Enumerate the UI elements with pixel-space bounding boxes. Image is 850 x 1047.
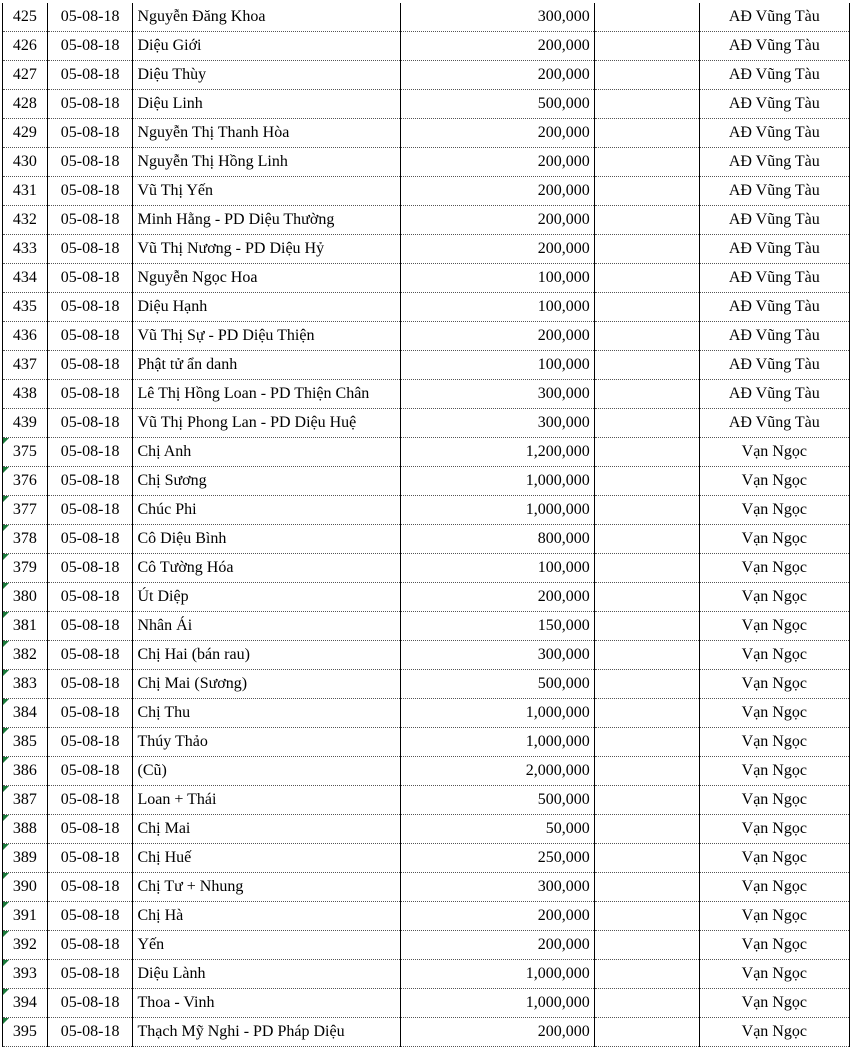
row-number-cell[interactable]: 438 — [3, 380, 48, 409]
date-cell[interactable]: 05-08-18 — [47, 351, 133, 380]
amount-cell[interactable]: 200,000 — [401, 61, 595, 90]
amount-cell[interactable]: 200,000 — [401, 931, 595, 960]
row-number-cell[interactable]: 388 — [3, 815, 48, 844]
amount-cell[interactable]: 300,000 — [401, 409, 595, 438]
table-row — [3, 351, 850, 380]
location-cell[interactable]: Vạn Ngọc — [699, 438, 849, 467]
empty-cell[interactable] — [594, 1018, 699, 1047]
donation-table — [2, 3, 850, 1047]
table-row — [3, 960, 850, 989]
location-cell[interactable]: Vạn Ngọc — [699, 467, 849, 496]
row-number-cell[interactable]: 391 — [3, 902, 48, 931]
table-row — [3, 496, 850, 525]
table-row — [3, 293, 850, 322]
donor-name-cell[interactable]: Thạch Mỹ Nghi - PD Pháp Diệu — [133, 1018, 401, 1047]
table-row — [3, 931, 850, 960]
row-number-cell[interactable]: 427 — [3, 61, 48, 90]
donor-name-cell[interactable]: Lê Thị Hồng Loan - PD Thiện Chân — [133, 380, 401, 409]
donor-name-cell[interactable]: Diệu Thùy — [133, 61, 401, 90]
location-cell[interactable]: AĐ Vũng Tàu — [699, 380, 849, 409]
table-row — [3, 728, 850, 757]
date-cell[interactable]: 05-08-18 — [47, 960, 133, 989]
empty-cell[interactable] — [594, 699, 699, 728]
amount-cell[interactable]: 200,000 — [401, 32, 595, 61]
date-cell[interactable]: 05-08-18 — [47, 322, 133, 351]
location-cell[interactable]: Vạn Ngọc — [699, 641, 849, 670]
location-cell[interactable]: AĐ Vũng Tàu — [699, 61, 849, 90]
amount-cell[interactable]: 200,000 — [401, 235, 595, 264]
location-cell[interactable]: Vạn Ngọc — [699, 554, 849, 583]
error-indicator-icon — [3, 438, 9, 444]
donation-table-body — [3, 3, 850, 1047]
date-cell[interactable]: 05-08-18 — [47, 728, 133, 757]
amount-cell[interactable]: 200,000 — [401, 902, 595, 931]
row-number-cell[interactable]: 437 — [3, 351, 48, 380]
empty-cell[interactable] — [594, 467, 699, 496]
table-row — [3, 438, 850, 467]
date-cell[interactable]: 05-08-18 — [47, 90, 133, 119]
error-indicator-icon — [3, 757, 9, 763]
amount-cell[interactable]: 1,000,000 — [401, 496, 595, 525]
row-number-cell[interactable]: 390 — [3, 873, 48, 902]
amount-cell[interactable]: 200,000 — [401, 177, 595, 206]
table-row — [3, 409, 850, 438]
donor-name-cell[interactable]: Diệu Hạnh — [133, 293, 401, 322]
location-cell[interactable]: Vạn Ngọc — [699, 931, 849, 960]
donor-name-cell[interactable]: Vũ Thị Nương - PD Diệu Hỷ — [133, 235, 401, 264]
amount-cell[interactable]: 1,000,000 — [401, 699, 595, 728]
date-cell[interactable]: 05-08-18 — [47, 641, 133, 670]
donor-name-cell[interactable]: Yến — [133, 931, 401, 960]
row-number-cell[interactable]: 386 — [3, 757, 48, 786]
location-cell[interactable]: Vạn Ngọc — [699, 844, 849, 873]
date-cell[interactable]: 05-08-18 — [47, 438, 133, 467]
amount-cell[interactable]: 1,200,000 — [401, 438, 595, 467]
location-cell[interactable]: Vạn Ngọc — [699, 989, 849, 1018]
empty-cell[interactable] — [594, 235, 699, 264]
table-row — [3, 525, 850, 554]
date-cell[interactable]: 05-08-18 — [47, 293, 133, 322]
table-row — [3, 670, 850, 699]
donor-name-cell[interactable]: Vũ Thị Yến — [133, 177, 401, 206]
location-cell[interactable]: Vạn Ngọc — [699, 699, 849, 728]
location-cell[interactable]: AĐ Vũng Tàu — [699, 3, 849, 32]
row-number-cell[interactable]: 432 — [3, 206, 48, 235]
row-number-cell[interactable]: 378 — [3, 525, 48, 554]
amount-cell[interactable]: 1,000,000 — [401, 467, 595, 496]
row-number-cell[interactable]: 436 — [3, 322, 48, 351]
donor-name-cell[interactable]: Vũ Thị Phong Lan - PD Diệu Huệ — [133, 409, 401, 438]
row-number-cell[interactable]: 395 — [3, 1018, 48, 1047]
date-cell[interactable]: 05-08-18 — [47, 844, 133, 873]
row-number-cell[interactable]: 377 — [3, 496, 48, 525]
donor-name-cell[interactable]: Chị Huế — [133, 844, 401, 873]
row-number-cell[interactable]: 393 — [3, 960, 48, 989]
row-number-cell[interactable]: 428 — [3, 90, 48, 119]
row-number-cell[interactable]: 394 — [3, 989, 48, 1018]
table-row — [3, 32, 850, 61]
date-cell[interactable]: 05-08-18 — [47, 786, 133, 815]
error-indicator-icon — [3, 960, 9, 966]
error-indicator-icon — [3, 786, 9, 792]
donor-name-cell[interactable]: Chị Hai (bán rau) — [133, 641, 401, 670]
empty-cell[interactable] — [594, 119, 699, 148]
table-row — [3, 380, 850, 409]
location-cell[interactable]: Vạn Ngọc — [699, 815, 849, 844]
location-cell[interactable]: Vạn Ngọc — [699, 786, 849, 815]
date-cell[interactable]: 05-08-18 — [47, 670, 133, 699]
donor-name-cell[interactable]: Diệu Giới — [133, 32, 401, 61]
location-cell[interactable]: Vạn Ngọc — [699, 757, 849, 786]
empty-cell[interactable] — [594, 844, 699, 873]
amount-cell[interactable]: 150,000 — [401, 612, 595, 641]
empty-cell[interactable] — [594, 380, 699, 409]
error-indicator-icon — [3, 641, 9, 647]
amount-cell[interactable]: 200,000 — [401, 1018, 595, 1047]
table-row — [3, 873, 850, 902]
error-indicator-icon — [3, 989, 9, 995]
amount-cell[interactable]: 100,000 — [401, 351, 595, 380]
location-cell[interactable]: Vạn Ngọc — [699, 496, 849, 525]
donor-name-cell[interactable]: Cô Diệu Bình — [133, 525, 401, 554]
donor-name-cell[interactable]: Nguyễn Ngọc Hoa — [133, 264, 401, 293]
location-cell[interactable]: AĐ Vũng Tàu — [699, 409, 849, 438]
donor-name-cell[interactable]: Chị Anh — [133, 438, 401, 467]
donor-name-cell[interactable]: Loan + Thái — [133, 786, 401, 815]
amount-cell[interactable]: 200,000 — [401, 148, 595, 177]
donor-name-cell[interactable]: Cô Tường Hóa — [133, 554, 401, 583]
error-indicator-icon — [3, 873, 9, 879]
date-cell[interactable]: 05-08-18 — [47, 902, 133, 931]
empty-cell[interactable] — [594, 90, 699, 119]
table-row — [3, 844, 850, 873]
location-cell[interactable]: Vạn Ngọc — [699, 728, 849, 757]
error-indicator-icon — [3, 612, 9, 618]
error-indicator-icon — [3, 699, 9, 705]
donor-name-cell[interactable]: (Cũ) — [133, 757, 401, 786]
donor-name-cell[interactable]: Chị Thu — [133, 699, 401, 728]
donor-name-cell[interactable]: Diệu Lành — [133, 960, 401, 989]
amount-cell[interactable]: 300,000 — [401, 873, 595, 902]
amount-cell[interactable]: 50,000 — [401, 815, 595, 844]
row-number-cell[interactable]: 392 — [3, 931, 48, 960]
location-cell[interactable]: AĐ Vũng Tàu — [699, 177, 849, 206]
location-cell[interactable]: Vạn Ngọc — [699, 960, 849, 989]
location-cell[interactable]: Vạn Ngọc — [699, 583, 849, 612]
row-number-cell[interactable]: 381 — [3, 612, 48, 641]
table-row — [3, 467, 850, 496]
location-cell[interactable]: Vạn Ngọc — [699, 670, 849, 699]
date-cell[interactable]: 05-08-18 — [47, 815, 133, 844]
location-cell[interactable]: AĐ Vũng Tàu — [699, 235, 849, 264]
donor-name-cell[interactable]: Nguyễn Thị Thanh Hòa — [133, 119, 401, 148]
table-row — [3, 177, 850, 206]
date-cell[interactable]: 05-08-18 — [47, 612, 133, 641]
amount-cell[interactable]: 300,000 — [401, 641, 595, 670]
table-row — [3, 61, 850, 90]
location-cell[interactable]: AĐ Vũng Tàu — [699, 119, 849, 148]
empty-cell[interactable] — [594, 728, 699, 757]
date-cell[interactable]: 05-08-18 — [47, 525, 133, 554]
empty-cell[interactable] — [594, 206, 699, 235]
amount-cell[interactable]: 1,000,000 — [401, 960, 595, 989]
error-indicator-icon — [3, 815, 9, 821]
error-indicator-icon — [3, 1018, 9, 1024]
amount-cell[interactable]: 200,000 — [401, 322, 595, 351]
empty-cell[interactable] — [594, 351, 699, 380]
amount-cell[interactable]: 500,000 — [401, 90, 595, 119]
date-cell[interactable]: 05-08-18 — [47, 206, 133, 235]
empty-cell[interactable] — [594, 3, 699, 32]
date-cell[interactable]: 05-08-18 — [47, 235, 133, 264]
amount-cell[interactable]: 800,000 — [401, 525, 595, 554]
amount-cell[interactable]: 300,000 — [401, 3, 595, 32]
amount-cell[interactable]: 300,000 — [401, 380, 595, 409]
location-cell[interactable]: AĐ Vũng Tàu — [699, 206, 849, 235]
amount-cell[interactable]: 200,000 — [401, 119, 595, 148]
amount-cell[interactable]: 1,000,000 — [401, 989, 595, 1018]
location-cell[interactable]: AĐ Vũng Tàu — [699, 351, 849, 380]
amount-cell[interactable]: 100,000 — [401, 293, 595, 322]
donor-name-cell[interactable]: Minh Hằng - PD Diệu Thường — [133, 206, 401, 235]
empty-cell[interactable] — [594, 641, 699, 670]
error-indicator-icon — [3, 728, 9, 734]
empty-cell[interactable] — [594, 525, 699, 554]
date-cell[interactable]: 05-08-18 — [47, 931, 133, 960]
empty-cell[interactable] — [594, 989, 699, 1018]
table-row — [3, 583, 850, 612]
table-row — [3, 989, 850, 1018]
table-row — [3, 90, 850, 119]
location-cell[interactable]: AĐ Vũng Tàu — [699, 293, 849, 322]
empty-cell[interactable] — [594, 293, 699, 322]
date-cell[interactable]: 05-08-18 — [47, 1018, 133, 1047]
empty-cell[interactable] — [594, 583, 699, 612]
empty-cell[interactable] — [594, 264, 699, 293]
table-row — [3, 699, 850, 728]
row-number-cell[interactable]: 389 — [3, 844, 48, 873]
row-number-cell[interactable]: 426 — [3, 32, 48, 61]
empty-cell[interactable] — [594, 322, 699, 351]
row-number-cell[interactable]: 387 — [3, 786, 48, 815]
date-cell[interactable]: 05-08-18 — [47, 554, 133, 583]
amount-cell[interactable]: 500,000 — [401, 670, 595, 699]
table-row — [3, 815, 850, 844]
donor-name-cell[interactable]: Nguyễn Thị Hồng Linh — [133, 148, 401, 177]
donor-name-cell[interactable]: Chị Mai — [133, 815, 401, 844]
empty-cell[interactable] — [594, 438, 699, 467]
table-row — [3, 119, 850, 148]
empty-cell[interactable] — [594, 873, 699, 902]
row-number-cell[interactable]: 433 — [3, 235, 48, 264]
row-number-cell[interactable]: 431 — [3, 177, 48, 206]
donor-name-cell[interactable]: Nguyễn Đăng Khoa — [133, 3, 401, 32]
date-cell[interactable]: 05-08-18 — [47, 496, 133, 525]
row-number-cell[interactable]: 385 — [3, 728, 48, 757]
amount-cell[interactable]: 500,000 — [401, 786, 595, 815]
date-cell[interactable]: 05-08-18 — [47, 989, 133, 1018]
empty-cell[interactable] — [594, 177, 699, 206]
row-number-cell[interactable]: 430 — [3, 148, 48, 177]
row-number-cell[interactable]: 380 — [3, 583, 48, 612]
empty-cell[interactable] — [594, 670, 699, 699]
location-cell[interactable]: Vạn Ngọc — [699, 525, 849, 554]
error-indicator-icon — [3, 467, 9, 473]
table-row — [3, 902, 850, 931]
donor-name-cell[interactable]: Diệu Linh — [133, 90, 401, 119]
date-cell[interactable]: 05-08-18 — [47, 32, 133, 61]
empty-cell[interactable] — [594, 612, 699, 641]
empty-cell[interactable] — [594, 148, 699, 177]
location-cell[interactable]: AĐ Vũng Tàu — [699, 322, 849, 351]
donor-name-cell[interactable]: Chị Hà — [133, 902, 401, 931]
date-cell[interactable]: 05-08-18 — [47, 3, 133, 32]
row-number-cell[interactable]: 435 — [3, 293, 48, 322]
date-cell[interactable]: 05-08-18 — [47, 177, 133, 206]
donor-name-cell[interactable]: Chị Tư + Nhung — [133, 873, 401, 902]
amount-cell[interactable]: 100,000 — [401, 554, 595, 583]
empty-cell[interactable] — [594, 757, 699, 786]
table-row — [3, 757, 850, 786]
amount-cell[interactable]: 250,000 — [401, 844, 595, 873]
error-indicator-icon — [3, 583, 9, 589]
table-row — [3, 554, 850, 583]
empty-cell[interactable] — [594, 409, 699, 438]
table-row — [3, 322, 850, 351]
table-row — [3, 612, 850, 641]
table-row — [3, 206, 850, 235]
row-number-cell[interactable]: 429 — [3, 119, 48, 148]
amount-cell[interactable]: 1,000,000 — [401, 728, 595, 757]
donor-name-cell[interactable]: Út Diệp — [133, 583, 401, 612]
table-row — [3, 264, 850, 293]
table-row — [3, 235, 850, 264]
error-indicator-icon — [3, 670, 9, 676]
table-row — [3, 148, 850, 177]
row-number-cell[interactable]: 375 — [3, 438, 48, 467]
donor-name-cell[interactable]: Thúy Thảo — [133, 728, 401, 757]
date-cell[interactable]: 05-08-18 — [47, 409, 133, 438]
row-number-cell[interactable]: 439 — [3, 409, 48, 438]
location-cell[interactable]: AĐ Vũng Tàu — [699, 148, 849, 177]
donor-name-cell[interactable]: Chúc Phi — [133, 496, 401, 525]
amount-cell[interactable]: 2,000,000 — [401, 757, 595, 786]
row-number-cell[interactable]: 379 — [3, 554, 48, 583]
date-cell[interactable]: 05-08-18 — [47, 119, 133, 148]
empty-cell[interactable] — [594, 32, 699, 61]
donor-name-cell[interactable]: Chị Mai (Sương) — [133, 670, 401, 699]
amount-cell[interactable]: 200,000 — [401, 583, 595, 612]
error-indicator-icon — [3, 931, 9, 937]
empty-cell[interactable] — [594, 931, 699, 960]
table-row — [3, 3, 850, 32]
date-cell[interactable]: 05-08-18 — [47, 873, 133, 902]
empty-cell[interactable] — [594, 786, 699, 815]
error-indicator-icon — [3, 496, 9, 502]
error-indicator-icon — [3, 554, 9, 560]
empty-cell[interactable] — [594, 902, 699, 931]
date-cell[interactable]: 05-08-18 — [47, 467, 133, 496]
amount-cell[interactable]: 200,000 — [401, 206, 595, 235]
date-cell[interactable]: 05-08-18 — [47, 148, 133, 177]
location-cell[interactable]: Vạn Ngọc — [699, 612, 849, 641]
empty-cell[interactable] — [594, 496, 699, 525]
date-cell[interactable]: 05-08-18 — [47, 699, 133, 728]
date-cell[interactable]: 05-08-18 — [47, 583, 133, 612]
row-number-cell[interactable]: 434 — [3, 264, 48, 293]
empty-cell[interactable] — [594, 815, 699, 844]
row-number-cell[interactable]: 425 — [3, 3, 48, 32]
donor-name-cell[interactable]: Vũ Thị Sự - PD Diệu Thiện — [133, 322, 401, 351]
empty-cell[interactable] — [594, 960, 699, 989]
date-cell[interactable]: 05-08-18 — [47, 757, 133, 786]
empty-cell[interactable] — [594, 554, 699, 583]
amount-cell[interactable]: 100,000 — [401, 264, 595, 293]
row-number-cell[interactable]: 384 — [3, 699, 48, 728]
location-cell[interactable]: AĐ Vũng Tàu — [699, 264, 849, 293]
donor-name-cell[interactable]: Thoa - Vinh — [133, 989, 401, 1018]
table-row — [3, 786, 850, 815]
donor-name-cell[interactable]: Chị Sương — [133, 467, 401, 496]
table-row — [3, 641, 850, 670]
table-row — [3, 1018, 850, 1047]
location-cell[interactable]: AĐ Vũng Tàu — [699, 32, 849, 61]
error-indicator-icon — [3, 902, 9, 908]
row-number-cell[interactable]: 376 — [3, 467, 48, 496]
location-cell[interactable]: Vạn Ngọc — [699, 1018, 849, 1047]
location-cell[interactable]: Vạn Ngọc — [699, 873, 849, 902]
empty-cell[interactable] — [594, 61, 699, 90]
donor-name-cell[interactable]: Phật tử ẩn danh — [133, 351, 401, 380]
location-cell[interactable]: AĐ Vũng Tàu — [699, 90, 849, 119]
date-cell[interactable]: 05-08-18 — [47, 61, 133, 90]
error-indicator-icon — [3, 844, 9, 850]
date-cell[interactable]: 05-08-18 — [47, 264, 133, 293]
row-number-cell[interactable]: 383 — [3, 670, 48, 699]
error-indicator-icon — [3, 525, 9, 531]
row-number-cell[interactable]: 382 — [3, 641, 48, 670]
donor-name-cell[interactable]: Nhân Ái — [133, 612, 401, 641]
location-cell[interactable]: Vạn Ngọc — [699, 902, 849, 931]
date-cell[interactable]: 05-08-18 — [47, 380, 133, 409]
